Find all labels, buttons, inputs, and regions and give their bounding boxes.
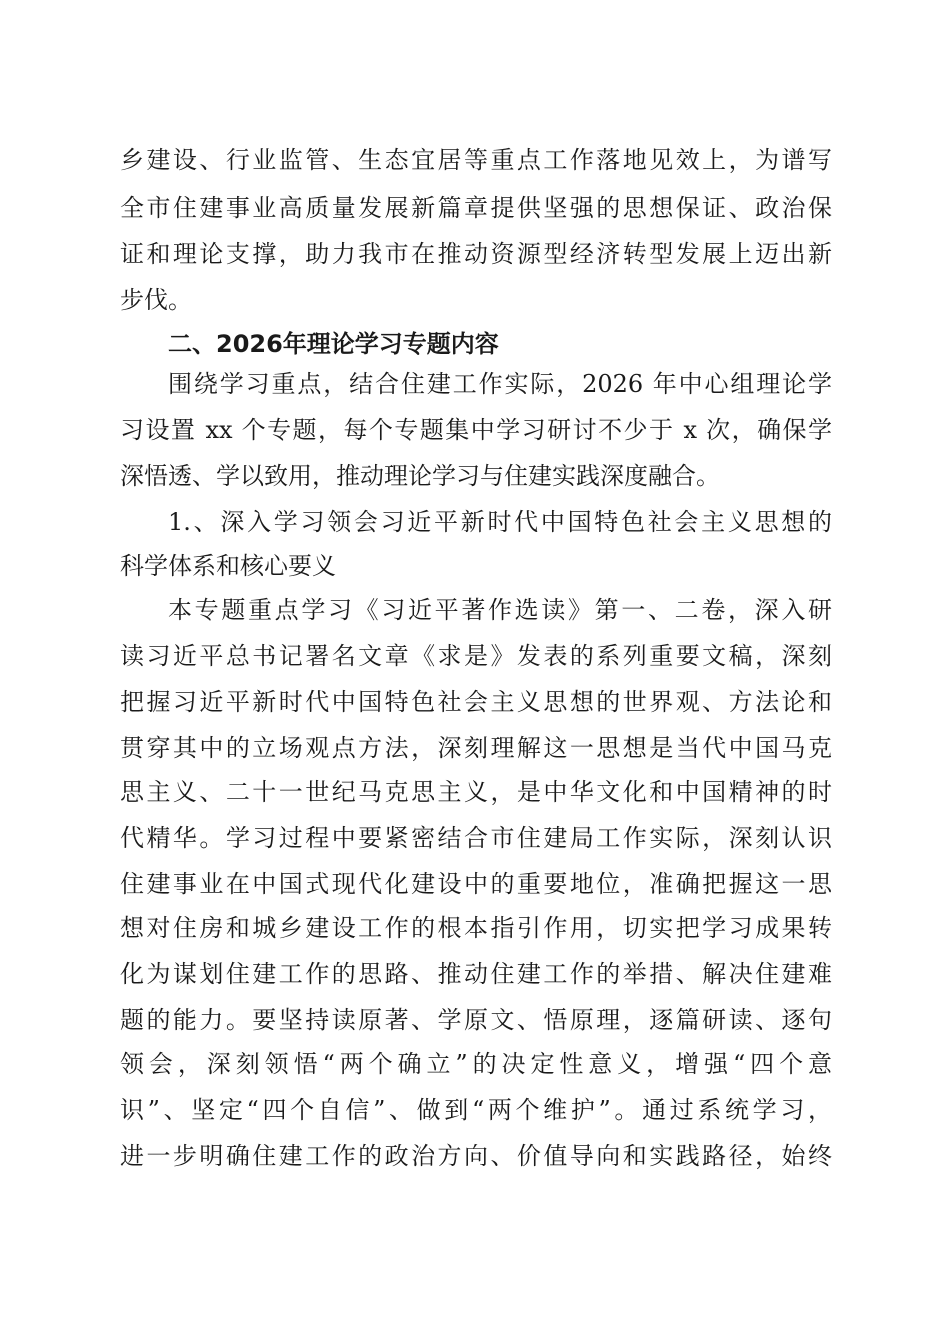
body-text-line: 化为谋划住建工作的思路、推动住建工作的举措、解决住建难 (120, 960, 832, 988)
body-text-line: 全市住建事业高质量发展新篇章提供坚强的思想保证、政治保 (120, 194, 832, 222)
body-text-line: 贯穿其中的立场观点方法，深刻理解这一思想是当代中国马克 (120, 734, 832, 762)
body-text-line: 深悟透、学以致用，推动理论学习与住建实践深度融合。 (120, 462, 720, 490)
body-text-line: 识”、坚定“四个自信”、做到“两个维护”。通过系统学习， (120, 1096, 832, 1124)
body-text-line: 步伐。 (120, 286, 192, 314)
subsection-heading: 科学体系和核心要义 (120, 552, 336, 580)
body-text-line: 本专题重点学习《习近平著作选读》第一、二卷，深入研 (168, 596, 832, 624)
section-heading: 二、2026年理论学习专题内容 (168, 330, 499, 358)
body-text-line: 领会，深刻领悟“两个确立”的决定性意义，增强“四个意 (120, 1050, 832, 1078)
body-text-line: 想对住房和城乡建设工作的根本指引作用，切实把学习成果转 (120, 914, 832, 942)
body-text-line: 住建事业在中国式现代化建设中的重要地位，准确把握这一思 (120, 870, 832, 898)
body-text-line: 思主义、二十一世纪马克思主义，是中华文化和中国精神的时 (120, 778, 832, 806)
body-text-line: 代精华。学习过程中要紧密结合市住建局工作实际，深刻认识 (120, 824, 832, 852)
body-text-line: 把握习近平新时代中国特色社会主义思想的世界观、方法论和 (120, 688, 832, 716)
body-text-line: 乡建设、行业监管、生态宜居等重点工作落地见效上，为谱写 (120, 146, 832, 174)
body-text-line: 题的能力。要坚持读原著、学原文、悟原理，逐篇研读、逐句 (120, 1006, 832, 1034)
body-text-line: 读习近平总书记署名文章《求是》发表的系列重要文稿，深刻 (120, 642, 832, 670)
body-text-line: 证和理论支撑，助力我市在推动资源型经济转型发展上迈出新 (120, 240, 832, 268)
body-text-line: 习设置 xx 个专题，每个专题集中学习研讨不少于 x 次，确保学 (120, 416, 832, 444)
subsection-heading: 1.、深入学习领会习近平新时代中国特色社会主义思想的 (168, 508, 832, 536)
body-text-line: 围绕学习重点，结合住建工作实际，2026 年中心组理论学 (168, 370, 832, 398)
body-text-line: 进一步明确住建工作的政治方向、价值导向和实践路径，始终 (120, 1142, 832, 1170)
